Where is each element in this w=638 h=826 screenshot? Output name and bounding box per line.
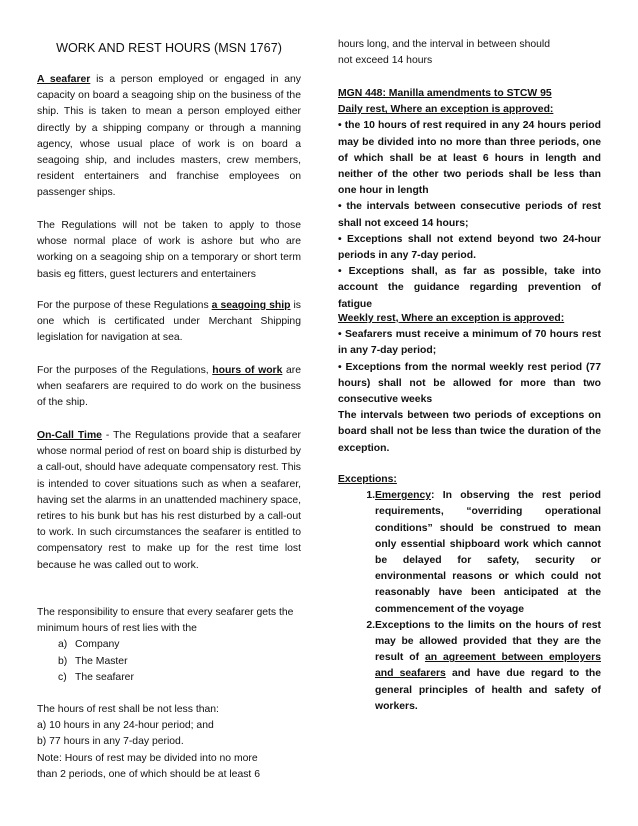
daily-item: • the intervals between consecutive periods of rest shall not exceed 14 hours; — [338, 201, 601, 229]
responsibility-text: The responsibility to ensure that every seafarer gets the minimum hours of rest lies with the — [37, 607, 294, 635]
seagoing-term: a seagoing ship — [211, 300, 291, 311]
weekly-item: • Seafarers must receive a minimum of 70 hours rest in any 7-day period; — [338, 329, 601, 357]
list-item — [58, 637, 301, 653]
daily-item: • Exceptions shall, as far as possible, take into account the guidance regarding prevention of fatigue — [338, 266, 601, 310]
seafarer-definition — [37, 72, 301, 202]
rest-intro: The hours of rest shall be not less than: — [37, 704, 219, 715]
daily-heading: Daily rest, Where an exception is approved: — [338, 104, 554, 116]
exceptions-heading: Exceptions: — [338, 474, 397, 485]
list-marker: b) — [58, 655, 68, 667]
list-item — [338, 618, 601, 715]
rest-b: b) 77 hours in any 7-day period. — [37, 736, 184, 748]
oncall-text: - The Regulations provide that a seafarer whose normal period of rest on board ship is disturbed by a call-out, should have adequate compensatory rest. This is intended to cover situations such as when a seafarer, having set the alarms in an unattended machinery space, retires to his bunk but has his rest disturbed by a call-out to work. In such circumstances the seafarer is entitled to compensatory rest to make up for the rest time lost because he was called out to work. — [37, 430, 301, 571]
exception-text — [375, 488, 601, 618]
agreement-term: an agreement between employers and seafarers — [375, 652, 601, 680]
weekly-rest-section — [338, 311, 601, 457]
list-marker: c) — [58, 671, 67, 683]
emergency-term: Emergency — [375, 490, 432, 502]
page-title: WORK AND REST HOURS (MSN 1767) — [56, 41, 282, 55]
rest-a: a) 10 hours in any 24-hour period; and — [37, 720, 214, 732]
exc2-pre: Exceptions to the limits on the hours of rest may be allowed provided that they are the result of — [375, 619, 601, 664]
continued-note — [338, 37, 601, 69]
daily-rest-section — [338, 86, 601, 313]
hours-post: are when seafarers are required to do work on the business of the ship. — [37, 365, 301, 409]
list-item — [58, 670, 301, 686]
continued-line-2: not exceed 14 hours — [338, 55, 433, 67]
exceptions-list — [338, 488, 601, 715]
weekly-item: • Exceptions from the normal weekly rest period (77 hours) shall not be allowed for more than two consecutive weeks — [338, 361, 601, 406]
list-marker: 1. — [366, 490, 375, 502]
regulations-paragraph: The Regulations will not be taken to apply to those whose normal place of work is ashore but who are working on a seagoing ship on a temporary or short term basis eg fitters, guest lecturers and entertainers — [37, 220, 301, 280]
weekly-note: The intervals between two periods of exceptions on board shall not be less than twice the duration of the exception. — [338, 410, 601, 454]
list-item — [58, 654, 301, 670]
note-line-1: Note: Hours of rest may be divided into no more — [37, 752, 258, 764]
seafarer-term: A seafarer — [37, 74, 91, 85]
mgn-heading: MGN 448: Manilla amendments to STCW 95 — [338, 88, 552, 99]
seagoing-post: is one which is certificated under Merchant Shipping legislation for navigation at sea. — [37, 300, 301, 344]
exc2-post: and have due regard to the general principles of health and safety of workers. — [375, 668, 601, 712]
oncall-term: On-Call Time — [37, 430, 102, 441]
seagoing-definition — [37, 298, 301, 347]
list-item-text: Company — [75, 639, 120, 651]
responsibility-list — [37, 637, 301, 686]
on-call-definition — [37, 428, 301, 574]
list-item — [338, 488, 601, 618]
daily-item: • Exceptions shall not extend beyond two 24-hour periods in any 7-day period. — [338, 233, 601, 262]
seafarer-text: is a person employed or engaged in any capacity on board a seagoing ship on the business of the ship. This is taken to mean a person employed either directly by a shipping company or through a manning agency, whose usual place of work is on board a seagoing ship, and includes masters, crew members, resident entertainers and franchise employees on passenger ships. — [37, 74, 302, 199]
note-line-2: than 2 periods, one of which should be at least 6 — [37, 768, 260, 780]
rest-hours-section — [37, 702, 301, 783]
weekly-heading: Weekly rest, Where an exception is approved: — [338, 313, 565, 324]
list-marker: 2. — [366, 619, 375, 631]
emergency-text: : In observing the rest period requirements, “overriding operational conditions” should be construed to mean only essential shipboard work which cannot be delayed for safety, security or environmental reasons or which could not reasonably have been anticipated at the commencement of the voyage — [375, 490, 601, 615]
seagoing-pre: For the purpose of these Regulations — [37, 300, 212, 311]
responsibility-section — [37, 605, 301, 686]
hours-pre: For the purposes of the Regulations, — [37, 365, 213, 376]
list-marker: a) — [58, 639, 68, 651]
daily-item: • the 10 hours of rest required in any 24 hours period may be divided into no more than three periods, one of which shall be at least 6 hours in length and neither of the other two periods shall be less than one hour in length — [338, 120, 601, 197]
hours-of-work-definition — [37, 363, 301, 412]
list-item-text: The Master — [75, 655, 128, 667]
hours-term: hours of work — [212, 365, 283, 376]
exception-text — [375, 618, 601, 715]
continued-line-1: hours long, and the interval in between should — [338, 39, 550, 50]
exceptions-section — [338, 472, 601, 715]
list-item-text: The seafarer — [75, 671, 134, 683]
